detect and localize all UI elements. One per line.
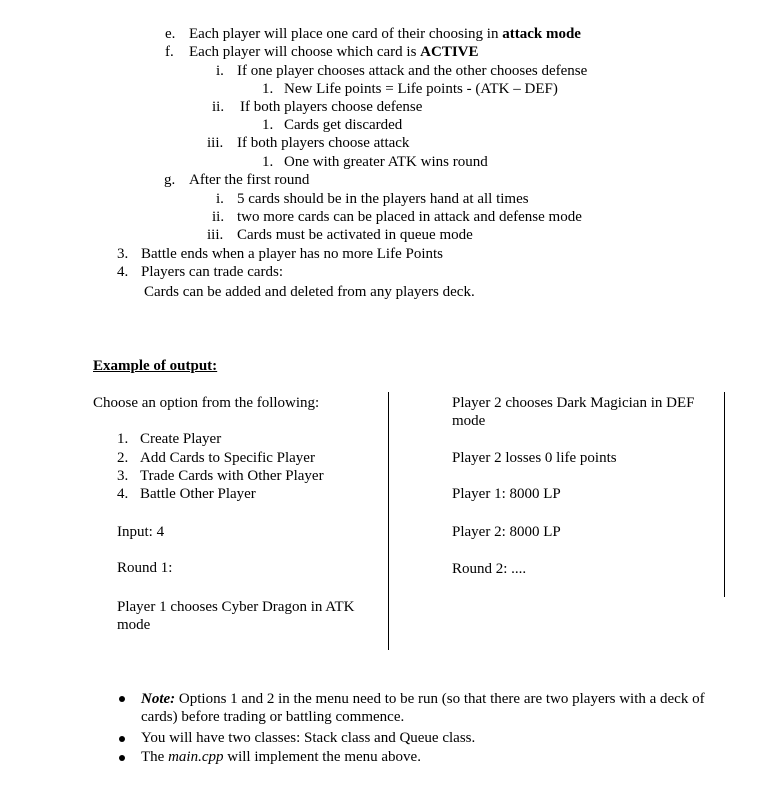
rule-item-f-ii: If both players choose defense <box>240 99 423 115</box>
rule-item-4-note: Cards can be added and deleted from any players deck. <box>144 284 475 300</box>
rule-item-g-iii: Cards must be activated in queue mode <box>237 227 473 243</box>
bullet-icon <box>119 755 125 761</box>
menu-option-add-cards: Add Cards to Specific Player <box>140 450 315 466</box>
list-marker: 1. <box>262 117 274 133</box>
note-3: The main.cpp will implement the menu above. <box>141 749 421 765</box>
list-marker: 3. <box>117 246 129 262</box>
rule-item-f-i: If one player chooses attack and the other chooses defense <box>237 63 588 79</box>
rule-item-f-iii-1: One with greater ATK wins round <box>284 154 488 170</box>
list-marker: 1. <box>262 81 274 97</box>
note-1: Note: Options 1 and 2 in the menu need to be run (so that there are two players with a deck of cards) before trading or battling commence. <box>141 691 705 725</box>
rule-item-g: After the first round <box>189 172 310 188</box>
list-marker: 4. <box>117 486 129 502</box>
list-marker: g. <box>164 172 176 188</box>
list-marker: f. <box>165 44 174 60</box>
player2-loss: Player 2 losses 0 life points <box>452 450 617 466</box>
bullet-icon <box>119 696 125 702</box>
list-marker: i. <box>216 191 224 207</box>
list-marker: 1. <box>262 154 274 170</box>
list-marker: iii. <box>207 135 224 151</box>
menu-option-battle: Battle Other Player <box>140 486 256 502</box>
player2-life-points: Player 2: 8000 LP <box>452 524 561 540</box>
file-name: main.cpp <box>168 749 224 765</box>
emphasis-text: attack mode <box>502 26 581 42</box>
round-1-label: Round 1: <box>117 560 173 576</box>
list-marker: 3. <box>117 468 129 484</box>
rule-item-g-i: 5 cards should be in the players hand at all times <box>237 191 529 207</box>
list-marker: iii. <box>207 227 224 243</box>
rule-item-f-i-1: New Life points = Life points - (ATK – DEF) <box>284 81 558 97</box>
list-marker: 4. <box>117 264 129 280</box>
column-divider <box>388 392 389 650</box>
right-border <box>724 392 725 597</box>
list-marker: ii. <box>212 209 225 225</box>
note-label: Note: <box>141 691 176 707</box>
list-marker: e. <box>165 26 176 42</box>
player1-life-points: Player 1: 8000 LP <box>452 486 561 502</box>
menu-option-trade-cards: Trade Cards with Other Player <box>140 468 324 484</box>
list-marker: 2. <box>117 450 129 466</box>
input-line: Input: 4 <box>117 524 165 540</box>
list-marker: ii. <box>212 99 225 115</box>
round-2-label: Round 2: .... <box>452 561 527 577</box>
player2-choice: Player 2 chooses Dark Magician in DEF mode <box>452 395 695 429</box>
rule-item-3: Battle ends when a player has no more Life Points <box>141 246 444 262</box>
list-marker: i. <box>216 63 224 79</box>
rule-item-f-iii: If both players choose attack <box>237 135 410 151</box>
rule-item-f: Each player will choose which card is ACTIVE <box>189 44 479 60</box>
bullet-icon <box>119 736 125 742</box>
rule-item-f-ii-1: Cards get discarded <box>284 117 403 133</box>
note-2: You will have two classes: Stack class and Queue class. <box>141 730 476 746</box>
rule-item-e: Each player will place one card of their choosing in attack mode <box>189 26 581 42</box>
list-marker: 1. <box>117 431 129 447</box>
player1-choice: Player 1 chooses Cyber Dragon in ATK mode <box>117 599 355 633</box>
menu-option-create-player: Create Player <box>140 431 222 447</box>
menu-prompt: Choose an option from the following: <box>93 395 320 411</box>
rule-item-4: Players can trade cards: <box>141 264 284 280</box>
example-heading: Example of output: <box>93 358 218 374</box>
emphasis-text: ACTIVE <box>420 44 479 60</box>
rule-item-g-ii: two more cards can be placed in attack and defense mode <box>237 209 582 225</box>
